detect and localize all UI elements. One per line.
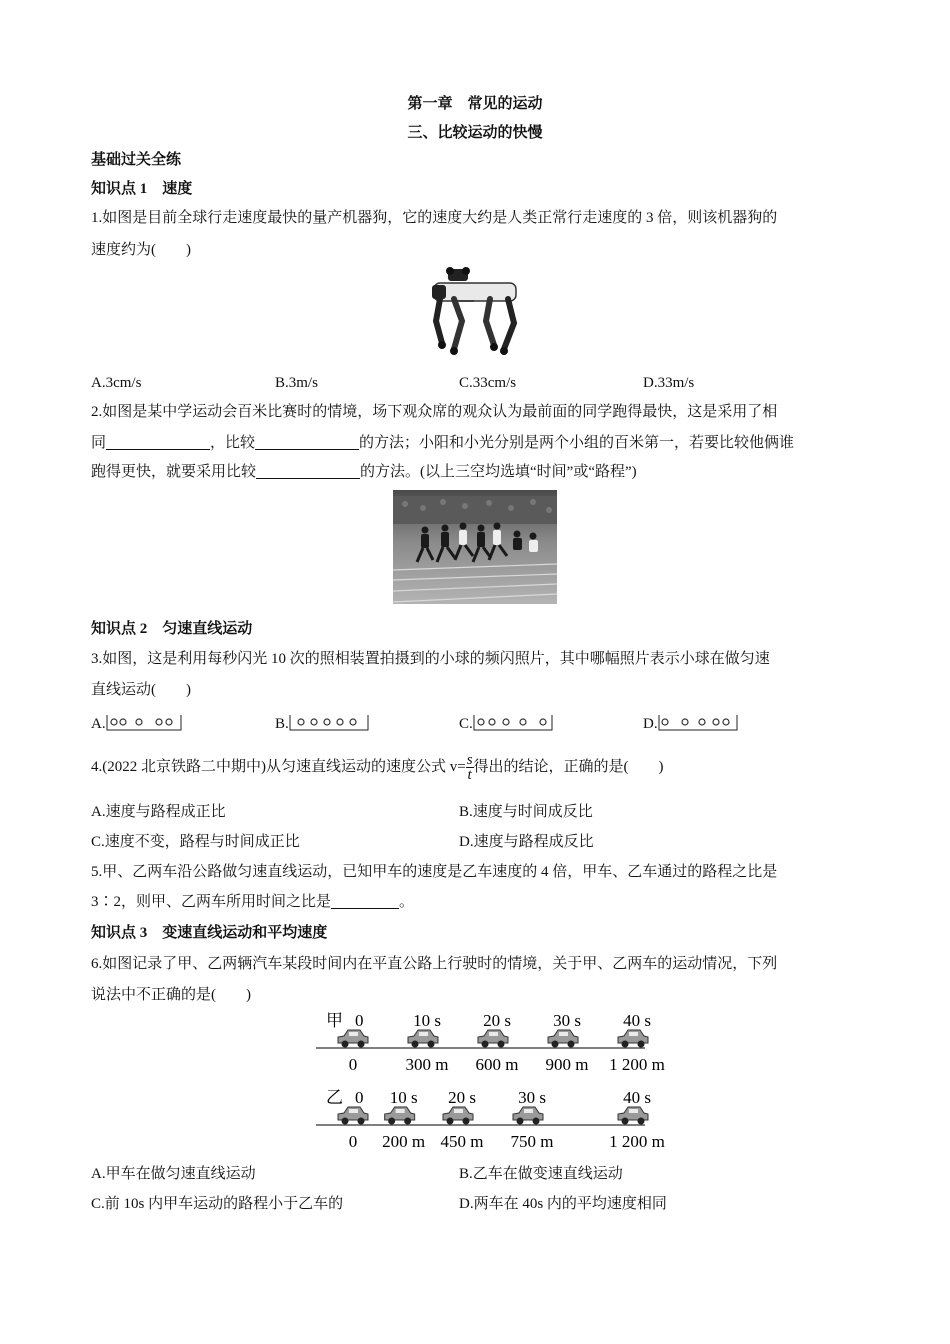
q2-stem-line3: [91, 462, 861, 482]
car-a-time-1: 10 s: [413, 1011, 441, 1030]
q1-stem-line2: 速度约为( ): [91, 242, 191, 258]
car-b-distance-0: 0: [348, 1132, 358, 1151]
q2-text-a: 同: [91, 435, 107, 451]
q3-stem-line1: 3.如图，这是利用每秒闪光 10 次的照相装置拍摄到的小球的频闪照片，其中哪幅照片表示小球在做匀速: [91, 651, 770, 667]
q2-text-c: 的方法；小阳和小光分别是两个小组的百米第一，若要比较他俩谁: [359, 435, 795, 451]
car-b-car-1: [385, 1107, 415, 1125]
q3-stem-line2: 直线运动( ): [91, 682, 191, 698]
car-a-time-3: 30 s: [553, 1011, 581, 1030]
q6-stem-line2: 说法中不正确的是( ): [91, 987, 251, 1003]
q1-option-b[interactable]: B.3m/s: [275, 375, 318, 391]
q3-option-b-label: B.: [275, 716, 289, 732]
car-a-distance-3: 900 m: [545, 1055, 589, 1074]
robot-dog-image: [428, 265, 524, 361]
car-a-time-4: 40 s: [623, 1011, 651, 1030]
car-b-time-3: 30 s: [518, 1088, 546, 1107]
race-photo: [393, 490, 557, 604]
q4-text-b: 得出的结论，正确的是( ): [473, 759, 664, 775]
car-b-label: 乙: [326, 1088, 343, 1107]
car-b-time-2: 20 s: [448, 1088, 476, 1107]
car-b-car-2: [443, 1107, 473, 1125]
q3-option-a-label: A.: [91, 716, 106, 732]
q3-option-c-label: C.: [459, 716, 473, 732]
car-a-time-0: 0: [355, 1011, 364, 1030]
q5-text-b: 。: [399, 894, 415, 910]
q4-option-a[interactable]: A.速度与路程成正比: [91, 804, 226, 820]
knowledge-point-2: 知识点 2 匀速直线运动: [91, 621, 253, 637]
car-b-time-4: 40 s: [623, 1088, 651, 1107]
q6-option-a[interactable]: A.甲车在做匀速直线运动: [91, 1166, 256, 1182]
car-b-distance-2: 450 m: [440, 1132, 484, 1151]
car-motion-diagram: [300, 1008, 665, 1156]
car-b-car-4: [618, 1107, 648, 1125]
car-a-label: 甲: [326, 1011, 343, 1030]
q3-option-d-label: D.: [643, 716, 658, 732]
q1-stem-line1: 1.如图是目前全球行走速度最快的量产机器狗，它的速度大约是人类正常行走速度的 3 倍，则该机器狗的: [91, 210, 778, 226]
q4-option-c[interactable]: C.速度不变，路程与时间成正比: [91, 834, 300, 850]
q4-option-b[interactable]: B.速度与时间成反比: [459, 804, 593, 820]
car-a-car-2: [478, 1030, 508, 1048]
q4-text-a: 4.(2022 北京铁路二中期中)从匀速直线运动的速度公式 v=: [91, 759, 466, 775]
q1-option-a[interactable]: A.3cm/s: [91, 375, 142, 391]
car-b-car-3: [513, 1107, 543, 1125]
section-title: 三、比较运动的快慢: [407, 125, 543, 141]
q1-option-d[interactable]: D.33m/s: [643, 375, 695, 391]
q2-blank-2[interactable]: [255, 433, 359, 450]
car-a-distance-2: 600 m: [475, 1055, 519, 1074]
flash-strip-c: [473, 712, 553, 732]
car-a-car-3: [548, 1030, 578, 1048]
q4-stem: [91, 752, 861, 786]
flash-strip-d: [658, 712, 738, 732]
q5-stem-line2: [91, 892, 861, 912]
q3-option-c[interactable]: [459, 712, 553, 734]
q2-stem-line1: 2.如图是某中学运动会百米比赛时的情境，场下观众席的观众认为最前面的同学跑得最快，这是采用了相: [91, 404, 778, 420]
car-a-distance-0: 0: [348, 1055, 358, 1074]
flash-strip-a: [106, 712, 182, 732]
q1-option-c[interactable]: C.33cm/s: [459, 375, 517, 391]
part-title: 基础过关全练: [91, 152, 182, 168]
q5-text-a: 3∶2，则甲、乙两车所用时间之比是: [91, 894, 332, 910]
car-b-distance-1: 200 m: [382, 1132, 426, 1151]
q6-option-d[interactable]: D.两车在 40s 内的平均速度相同: [459, 1196, 667, 1212]
fraction-denominator: t: [467, 767, 472, 784]
car-a-distance-4: 1 200 m: [609, 1055, 665, 1074]
car-b-time-0: 0: [355, 1088, 364, 1107]
q3-option-a[interactable]: [91, 712, 182, 734]
car-a-row: [316, 1011, 665, 1074]
q6-option-c[interactable]: C.前 10s 内甲车运动的路程小于乙车的: [91, 1196, 344, 1212]
q6-stem-line1: 6.如图记录了甲、乙两辆汽车某段时间内在平直公路上行驶时的情境，关于甲、乙两车的运动情况，下列: [91, 956, 778, 972]
q2-blank-1[interactable]: [106, 433, 210, 450]
fraction-numerator: s: [466, 752, 473, 769]
car-a-car-0: [338, 1030, 368, 1048]
car-b-distance-4: 1 200 m: [609, 1132, 665, 1151]
car-b-time-1: 10 s: [389, 1088, 418, 1107]
q3-option-b[interactable]: [275, 712, 369, 734]
car-b-row: [316, 1088, 665, 1151]
q5-stem-line1: 5.甲、乙两车沿公路做匀速直线运动，已知甲车的速度是乙车速度的 4 倍，甲车、乙车通过的路程之比是: [91, 864, 778, 880]
q2-text-b: ，比较: [210, 435, 256, 451]
car-b-distance-3: 750 m: [510, 1132, 554, 1151]
q2-stem-line2: [91, 433, 861, 453]
car-a-time-2: 20 s: [483, 1011, 511, 1030]
chapter-title: 第一章 常见的运动: [407, 96, 543, 112]
car-b-car-0: [338, 1107, 368, 1125]
car-a-car-4: [618, 1030, 648, 1048]
q6-option-b[interactable]: B.乙车在做变速直线运动: [459, 1166, 623, 1182]
q2-blank-3[interactable]: [256, 462, 360, 479]
car-a-car-1: [408, 1030, 438, 1048]
q3-option-d[interactable]: [643, 712, 738, 734]
knowledge-point-3: 知识点 3 变速直线运动和平均速度: [91, 925, 328, 941]
q4-option-d[interactable]: D.速度与路程成反比: [459, 834, 594, 850]
q2-text-e: 的方法。(以上三空均选填“时间”或“路程”): [360, 464, 637, 480]
car-a-distance-1: 300 m: [405, 1055, 449, 1074]
q2-text-d: 跑得更快，就要采用比较: [91, 464, 257, 480]
flash-strip-b: [289, 712, 369, 732]
speed-formula-fraction: [466, 753, 474, 782]
q5-blank[interactable]: [331, 892, 399, 909]
knowledge-point-1: 知识点 1 速度: [91, 181, 193, 197]
